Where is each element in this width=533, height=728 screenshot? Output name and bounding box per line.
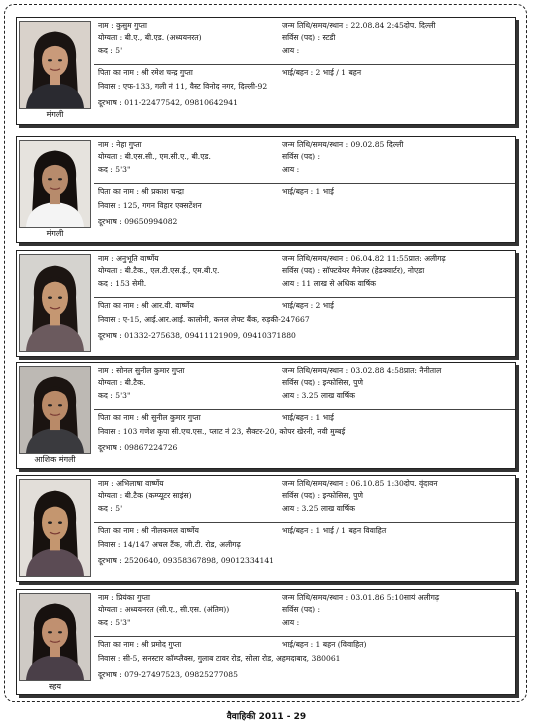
profile-height: कद : 5'3": [98, 618, 131, 627]
profile-info: [94, 251, 515, 356]
profile-service: सर्विस (पद) : सॉफ्टवेयर मैनेजर (हेडक्वार्टर), नोएडा: [282, 266, 425, 275]
profile-divider: [94, 297, 515, 298]
profile-birth: जन्म तिथि/समय/स्थान : 22.08.84 2:45दोप. दिल्ली: [282, 21, 436, 30]
profile-birth: जन्म तिथि/समय/स्थान : 03.02.88 4:58प्रात: नैनीताल: [282, 366, 442, 375]
profile-photo: [19, 593, 91, 681]
profile-service: सर्विस (पद) : स्टडी: [282, 33, 336, 42]
profile-caption: आशिक मंगली: [34, 455, 76, 464]
profile-father: पिता का नाम : श्री सुनील कुमार गुप्ता: [98, 413, 201, 422]
profile-phone: दूरभाष : 011-22477542, 09810642941: [98, 98, 238, 107]
profile-address: निवास : ए-15, आई.आर.आई. कालोनी, कनल लेफ्ट बैंक, रुड़की-247667: [98, 315, 310, 324]
profile-income: आय :: [282, 46, 300, 55]
profile-height: कद : 5'3": [98, 391, 131, 400]
profile-divider: [94, 64, 515, 65]
profile-height: कद : 5': [98, 46, 123, 55]
profile-siblings: भाई/बहन : 1 भाई / 1 बहन विवाहित: [282, 526, 387, 535]
profile-father: पिता का नाम : श्री प्रकाश चन्द्रा: [98, 187, 184, 196]
profile-address: निवास : 103 गणेश कृपा सी.एच.एस., प्लाट नं 23, सैक्टर-20, कोपर खेरनी, नवी मुम्बई: [98, 427, 346, 436]
profile-divider: [94, 636, 515, 637]
profile-father: पिता का नाम : श्री रमेश चन्द्र गुप्ता: [98, 68, 193, 77]
profile-service: सर्विस (पद) : इन्फोसिस, पुणे: [282, 378, 363, 387]
profile-siblings: भाई/बहन : 1 बहन (विवाहित): [282, 640, 367, 649]
profile-card: [16, 362, 516, 469]
profile-education: योग्यता : बी.टैक.: [98, 378, 146, 387]
profile-name: नाम : अनुभूति वार्ष्णेय: [98, 254, 159, 263]
profile-caption: स्हय: [49, 682, 61, 691]
profile-name: नाम : प्रियंका गुप्ता: [98, 593, 150, 602]
profile-address: निवास : 14/147 अचल टैंक, जी.टी. रोड, अलीगढ़: [98, 540, 241, 549]
profile-father: पिता का नाम : श्री नीलकमल वार्ष्णेय: [98, 526, 199, 535]
profile-siblings: भाई/बहन : 1 भाई: [282, 187, 334, 196]
profile-education: योग्यता : बी.टैक., एल.टी.एस.ई., एम.बी.ए.: [98, 266, 220, 275]
profile-height: कद : 153 सेमी.: [98, 279, 147, 288]
page-footer: वैवाहिकी 2011 - 29: [226, 712, 307, 722]
profile-address: निवास : सी-5, सनस्टार कॉम्प्लैक्स, गुलाब टावर रोड, सोला रोड, अहमदाबाद, 380061: [98, 654, 341, 663]
profile-name: नाम : नेहा गुप्ता: [98, 140, 142, 149]
profile-caption: मंगली: [46, 229, 64, 238]
profile-siblings: भाई/बहन : 2 भाई / 1 बहन: [282, 68, 362, 77]
profile-birth: जन्म तिथि/समय/स्थान : 06.10.85 1:30दोप. वृंदावन: [282, 479, 438, 488]
profile-card: [16, 475, 516, 582]
profile-income: आय : 11 लाख से अधिक वार्षिक: [282, 279, 376, 288]
profile-photo: [19, 21, 91, 109]
profile-income: आय :: [282, 165, 300, 174]
profile-info: [94, 476, 515, 581]
profile-siblings: भाई/बहन : 1 भाई: [282, 413, 334, 422]
profile-card: [16, 589, 516, 695]
profile-education: योग्यता : बी.एस.सी., एम.सी.ए., बी.एड.: [98, 152, 211, 161]
profile-info: [94, 18, 515, 124]
profile-income: आय :: [282, 618, 300, 627]
profile-name: नाम : कुसुम गुप्ता: [98, 21, 147, 30]
profile-name: नाम : अभिलाषा वार्ष्णेय: [98, 479, 164, 488]
profile-address: निवास : 125, गगन विहार एक्सटेंशन: [98, 201, 202, 210]
profile-birth: जन्म तिथि/समय/स्थान : 06.04.82 11:55प्रात: अलीगढ़: [282, 254, 446, 263]
profile-photo: [19, 366, 91, 454]
profile-name: नाम : सोनल सुनील कुमार गुप्ता: [98, 366, 185, 375]
profile-phone: दूरभाष : 079-27497523, 09825277085: [98, 670, 238, 679]
profile-service: सर्विस (पद) :: [282, 152, 321, 161]
profile-height: कद : 5': [98, 504, 123, 513]
profile-income: आय : 3.25 लाख वार्षिक: [282, 391, 355, 400]
profile-education: योग्यता : बी.ए., बी.एड. (अध्ययनरत): [98, 33, 202, 42]
profile-education: योग्यता : अध्ययनरत (सी.ए., सी.एस. (अंतिम)): [98, 605, 230, 614]
profile-birth: जन्म तिथि/समय/स्थान : 09.02.85 दिल्ली: [282, 140, 404, 149]
profile-phone: दूरभाष : 2520640, 09358367898, 09012334141: [98, 556, 274, 565]
profile-siblings: भाई/बहन : 2 भाई: [282, 301, 334, 310]
profile-address: निवास : एफ-133, गली नं 11, वैस्ट विनोद नगर, दिल्ली-92: [98, 82, 268, 91]
profile-phone: दूरभाष : 09867224726: [98, 443, 178, 452]
profile-phone: दूरभाष : 09650994082: [98, 217, 178, 226]
profile-father: पिता का नाम : श्री आर.वी. वार्ष्णेय: [98, 301, 194, 310]
profile-height: कद : 5'3": [98, 165, 131, 174]
profile-income: आय : 3.25 लाख वार्षिक: [282, 504, 355, 513]
profile-card: [16, 17, 516, 125]
profile-photo: [19, 140, 91, 228]
profile-education: योग्यता : बी.टैक (कम्प्यूटर साइंस): [98, 491, 192, 500]
profile-birth: जन्म तिथि/समय/स्थान : 03.01.86 5:10सायं अलीगढ़: [282, 593, 440, 602]
profile-divider: [94, 409, 515, 410]
profile-card: [16, 250, 516, 357]
profile-card: [16, 136, 516, 243]
profile-divider: [94, 522, 515, 523]
profile-info: [94, 137, 515, 242]
profile-photo: [19, 479, 91, 577]
profile-info: [94, 590, 515, 694]
profile-photo: [19, 254, 91, 352]
profile-service: सर्विस (पद) : इन्फोसिस, पुणे: [282, 491, 363, 500]
profile-divider: [94, 183, 515, 184]
profile-caption: मंगली: [46, 110, 64, 119]
profile-service: सर्विस (पद) :: [282, 605, 321, 614]
profile-info: [94, 363, 515, 468]
profile-phone: दूरभाष : 01332-275638, 09411121909, 09410371880: [98, 331, 296, 340]
profile-father: पिता का नाम : श्री प्रमोद गुप्ता: [98, 640, 182, 649]
